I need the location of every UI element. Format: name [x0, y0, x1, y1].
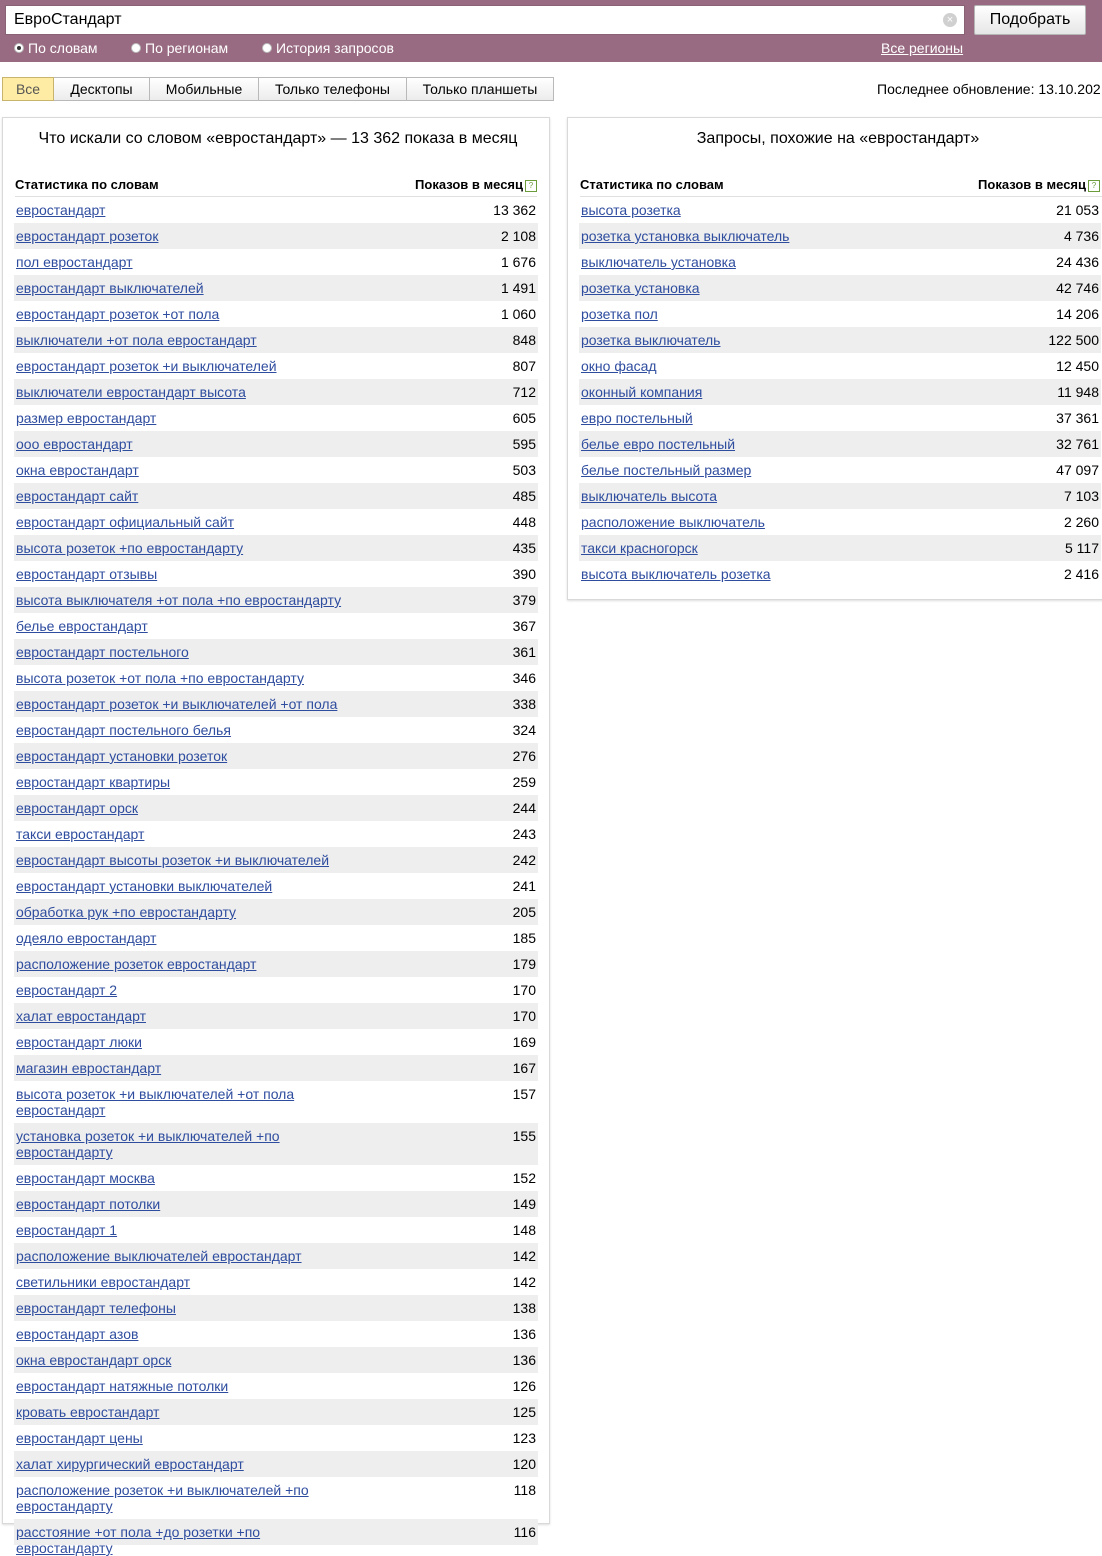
table-row — [14, 1321, 538, 1347]
impressions-count: 42 746 — [1056, 280, 1099, 296]
table-row — [14, 561, 538, 587]
impressions-count: 142 — [512, 1248, 536, 1264]
impressions-count: 125 — [512, 1404, 536, 1420]
keyword-table — [14, 197, 538, 1556]
impressions-count: 12 450 — [1056, 358, 1099, 374]
impressions-count: 2 416 — [1063, 566, 1099, 582]
impressions-count: 118 — [513, 1482, 536, 1498]
keyword-link[interactable]: светильники евростандарт — [16, 1274, 191, 1290]
keyword-link[interactable]: расположение розеток +и выключателей +по евростандарту — [16, 1482, 309, 1514]
table-row — [14, 1451, 538, 1477]
table-row — [14, 1029, 538, 1055]
impressions-count: 324 — [512, 722, 536, 738]
impressions-count: 346 — [512, 670, 536, 686]
keyword-link[interactable]: расстояние +от пола +до розетки +по евростандарту — [16, 1524, 261, 1556]
keyword-link[interactable]: выключатели евростандарт высота — [16, 384, 246, 400]
keyword-link[interactable]: розетка установка выключатель — [581, 228, 790, 244]
impressions-count: 205 — [512, 904, 536, 920]
keyword-link[interactable]: халат евростандарт — [16, 1008, 146, 1024]
keyword-link[interactable]: евро постельный — [581, 410, 693, 426]
keyword-link[interactable]: ооо евростандарт — [16, 436, 133, 452]
impressions-count: 1 060 — [500, 306, 536, 322]
impressions-count: 126 — [512, 1378, 536, 1394]
impressions-count: 361 — [512, 644, 536, 660]
keyword-link[interactable]: розетка установка — [581, 280, 700, 296]
keyword-link[interactable]: евростандарт азов — [16, 1326, 139, 1342]
impressions-count: 379 — [512, 592, 536, 608]
similar-queries-panel — [567, 117, 1102, 600]
table-row — [14, 223, 538, 249]
table-row — [14, 431, 538, 457]
keyword-link[interactable]: евростандарт 1 — [16, 1222, 118, 1238]
table-row — [14, 821, 538, 847]
impressions-count: 170 — [512, 982, 536, 998]
table-row — [579, 483, 1101, 509]
table-row — [579, 509, 1101, 535]
col-header-count-label: Показов в месяц — [415, 177, 523, 192]
submit-button[interactable]: Подобрать — [974, 5, 1086, 35]
radio-icon[interactable] — [262, 43, 272, 53]
table-row — [14, 197, 538, 223]
keyword-link[interactable]: выключатель установка — [581, 254, 736, 270]
keyword-link[interactable]: выключатель высота — [581, 488, 718, 504]
impressions-count: 122 500 — [1048, 332, 1099, 348]
mode-by-regions[interactable] — [131, 40, 228, 56]
keyword-link[interactable]: евростандарт постельного белья — [16, 722, 231, 738]
table-row — [14, 743, 538, 769]
impressions-count: 595 — [512, 436, 536, 452]
impressions-count: 148 — [512, 1222, 536, 1238]
table-row — [14, 1081, 538, 1123]
table-row — [14, 717, 538, 743]
table-row — [14, 379, 538, 405]
table-row — [14, 665, 538, 691]
table-row — [14, 1477, 538, 1519]
impressions-count: 241 — [512, 878, 536, 894]
keyword-link[interactable]: установка розеток +и выключателей +по евростандарту — [16, 1128, 280, 1160]
keyword-stats-panel — [2, 117, 550, 1556]
keyword-link[interactable]: евростандарт отзывы — [16, 566, 158, 582]
table-row — [14, 405, 538, 431]
impressions-count: 4 736 — [1063, 228, 1099, 244]
table-row — [14, 639, 538, 665]
keyword-link[interactable]: евростандарт розеток +и выключателей — [16, 358, 277, 374]
impressions-count: 138 — [512, 1300, 536, 1316]
impressions-count: 243 — [512, 826, 536, 842]
impressions-count: 435 — [512, 540, 536, 556]
table-row — [14, 873, 538, 899]
table-row — [14, 1123, 538, 1165]
keyword-link[interactable]: окна евростандарт — [16, 462, 139, 478]
col-header-count-label: Показов в месяц — [978, 177, 1086, 192]
keyword-link[interactable]: такси красногорск — [581, 540, 698, 556]
table-row — [14, 1165, 538, 1191]
impressions-count: 123 — [512, 1430, 536, 1446]
table-row — [14, 1519, 538, 1556]
impressions-count: 276 — [512, 748, 536, 764]
impressions-count: 1 491 — [500, 280, 536, 296]
table-row — [579, 379, 1101, 405]
table-row — [14, 535, 538, 561]
impressions-count: 712 — [512, 384, 536, 400]
radio-icon[interactable] — [131, 43, 141, 53]
table-row — [579, 249, 1101, 275]
table-row — [14, 483, 538, 509]
impressions-count: 37 361 — [1056, 410, 1099, 426]
impressions-count: 807 — [512, 358, 536, 374]
clear-icon[interactable]: × — [943, 13, 957, 27]
impressions-count: 448 — [512, 514, 536, 530]
table-row — [579, 197, 1101, 223]
keyword-link[interactable]: пол евростандарт — [16, 254, 133, 270]
table-row — [14, 1425, 538, 1451]
keyword-link[interactable]: такси евростандарт — [16, 826, 145, 842]
table-row — [579, 327, 1101, 353]
table-row — [14, 249, 538, 275]
mode-by-words[interactable] — [14, 40, 98, 56]
table-row — [14, 327, 538, 353]
table-row — [14, 951, 538, 977]
all-regions-link[interactable]: Все регионы — [881, 40, 964, 56]
keyword-link[interactable]: окно фасад — [581, 358, 657, 374]
panel-title: Запросы, похожие на «евростандарт» — [696, 130, 980, 147]
mode-history[interactable] — [262, 40, 394, 56]
table-row — [14, 977, 538, 1003]
table-row — [14, 509, 538, 535]
keyword-link[interactable]: размер евростандарт — [16, 410, 157, 426]
keyword-link[interactable]: расположение выключателей евростандарт — [16, 1248, 302, 1264]
mode-by-regions-label: По регионам — [145, 40, 229, 56]
table-row — [579, 353, 1101, 379]
table-row — [14, 899, 538, 925]
similar-table — [579, 197, 1101, 587]
keyword-link[interactable]: евростандарт сайт — [16, 488, 139, 504]
keyword-link[interactable]: евростандарт установки розеток — [16, 748, 228, 764]
impressions-count: 605 — [512, 410, 536, 426]
keyword-link[interactable]: высота выключатель розетка — [581, 566, 771, 582]
table-row — [14, 1269, 538, 1295]
keyword-link[interactable]: евростандарт 2 — [16, 982, 118, 998]
impressions-count: 11 948 — [1057, 384, 1099, 400]
tab-phones-only[interactable]: Только телефоны — [259, 77, 407, 101]
tab-all[interactable]: Все — [2, 77, 54, 101]
impressions-count: 367 — [512, 618, 536, 634]
table-row — [14, 1399, 538, 1425]
col-header-words: Статистика по словам — [15, 177, 159, 192]
col-header-count — [978, 177, 1100, 192]
table-row — [579, 457, 1101, 483]
keyword-link[interactable]: кровать евростандарт — [16, 1404, 160, 1420]
col-header-count — [415, 177, 537, 192]
table-row — [579, 405, 1101, 431]
table-row — [14, 587, 538, 613]
table-row — [579, 301, 1101, 327]
impressions-count: 338 — [512, 696, 536, 712]
keyword-link[interactable]: белье постельный размер — [581, 462, 752, 478]
impressions-count: 116 — [513, 1524, 536, 1540]
impressions-count: 152 — [512, 1170, 536, 1186]
keyword-link[interactable]: евростандарт — [16, 202, 106, 218]
impressions-count: 485 — [512, 488, 536, 504]
table-row — [14, 613, 538, 639]
impressions-count: 149 — [512, 1196, 536, 1212]
keyword-link[interactable]: магазин евростандарт — [16, 1060, 162, 1076]
impressions-count: 242 — [512, 852, 536, 868]
table-row — [14, 275, 538, 301]
impressions-count: 47 097 — [1056, 462, 1099, 478]
table-row — [14, 353, 538, 379]
table-row — [14, 1003, 538, 1029]
mode-by-words-label: По словам — [28, 40, 98, 56]
table-row — [579, 535, 1101, 561]
impressions-count: 167 — [512, 1060, 536, 1076]
impressions-count: 169 — [512, 1034, 536, 1050]
tab-mobile[interactable]: Мобильные — [150, 77, 259, 101]
impressions-count: 32 761 — [1056, 436, 1099, 452]
impressions-count: 170 — [512, 1008, 536, 1024]
device-tabs — [2, 77, 554, 101]
keyword-link[interactable]: евростандарт орск — [16, 800, 139, 816]
impressions-count: 1 676 — [500, 254, 536, 270]
table-row — [14, 1055, 538, 1081]
tab-tablets-only[interactable]: Только планшеты — [407, 77, 554, 101]
impressions-count: 2 260 — [1063, 514, 1099, 530]
keyword-link[interactable]: евростандарт постельного — [16, 644, 189, 660]
keyword-link[interactable]: евростандарт потолки — [16, 1196, 161, 1212]
impressions-count: 24 436 — [1056, 254, 1099, 270]
search-bar — [0, 0, 1102, 62]
keyword-link[interactable]: евростандарт квартиры — [16, 774, 171, 790]
keyword-link[interactable]: евростандарт цены — [16, 1430, 143, 1446]
table-row — [14, 1347, 538, 1373]
keyword-link[interactable]: евростандарт высоты розеток +и выключателей — [16, 852, 330, 868]
keyword-link[interactable]: оконный компания — [581, 384, 703, 400]
table-row — [14, 795, 538, 821]
table-row — [14, 1295, 538, 1321]
impressions-count: 179 — [512, 956, 536, 972]
table-row — [579, 275, 1101, 301]
keyword-link[interactable]: евростандарт установки выключателей — [16, 878, 273, 894]
impressions-count: 21 053 — [1056, 202, 1099, 218]
keyword-link[interactable]: розетка пол — [581, 306, 658, 322]
keyword-link[interactable]: евростандарт розеток +от пола — [16, 306, 220, 322]
impressions-count: 155 — [512, 1128, 536, 1144]
impressions-count: 185 — [512, 930, 536, 946]
keyword-link[interactable]: одеяло евростандарт — [16, 930, 157, 946]
keyword-link[interactable]: розетка выключатель — [581, 332, 721, 348]
table-row — [14, 1373, 538, 1399]
keyword-link[interactable]: высота розетка — [581, 202, 681, 218]
keyword-link[interactable]: расположение выключатель — [581, 514, 765, 530]
keyword-link[interactable]: высота розеток +и выключателей +от пола евростандарт — [16, 1086, 295, 1118]
impressions-count: 157 — [512, 1086, 536, 1102]
impressions-count: 7 103 — [1063, 488, 1099, 504]
keyword-link[interactable]: высота выключателя +от пола +по евростандарту — [16, 592, 342, 608]
col-header-words: Статистика по словам — [580, 177, 724, 192]
impressions-count: 390 — [512, 566, 536, 582]
table-row — [14, 1191, 538, 1217]
search-field[interactable] — [5, 5, 965, 35]
tab-desktops[interactable]: Десктопы — [54, 77, 150, 101]
keyword-link[interactable]: высота розеток +от пола +по евростандарту — [16, 670, 304, 686]
impressions-count: 2 108 — [500, 228, 536, 244]
table-row — [14, 1217, 538, 1243]
keyword-link[interactable]: окна евростандарт орск — [16, 1352, 172, 1368]
keyword-link[interactable]: выключатели +от пола евростандарт — [16, 332, 257, 348]
table-row — [14, 301, 538, 327]
keyword-link[interactable]: расположение розеток евростандарт — [16, 956, 257, 972]
table-row — [579, 431, 1101, 457]
mode-history-label: История запросов — [276, 40, 394, 56]
keyword-link[interactable]: евростандарт москва — [16, 1170, 155, 1186]
table-row — [579, 223, 1101, 249]
table-row — [14, 847, 538, 873]
impressions-count: 13 362 — [493, 202, 536, 218]
keyword-link[interactable]: евростандарт натяжные потолки — [16, 1378, 229, 1394]
keyword-link[interactable]: евростандарт телефоны — [16, 1300, 176, 1316]
last-update: Последнее обновление: 13.10.202 — [877, 81, 1101, 97]
impressions-count: 136 — [512, 1326, 536, 1342]
impressions-count: 259 — [512, 774, 536, 790]
table-row — [14, 769, 538, 795]
keyword-link[interactable]: евростандарт розеток — [16, 228, 159, 244]
keyword-link[interactable]: обработка рук +по евростандарту — [16, 904, 237, 920]
keyword-link[interactable]: халат хирургический евростандарт — [16, 1456, 244, 1472]
table-row — [14, 1243, 538, 1269]
table-row — [14, 691, 538, 717]
table-row — [579, 561, 1101, 587]
impressions-count: 848 — [512, 332, 536, 348]
search-input[interactable] — [14, 6, 934, 34]
help-icon[interactable]: ? — [1088, 180, 1100, 192]
keyword-link[interactable]: белье евро постельный — [581, 436, 736, 452]
radio-selected-icon[interactable] — [14, 43, 24, 53]
impressions-count: 120 — [512, 1456, 536, 1472]
impressions-count: 503 — [512, 462, 536, 478]
keyword-link[interactable]: белье евростандарт — [16, 618, 148, 634]
panel-title: Что искали со словом «евростандарт» — 13 362 показа в месяц — [38, 130, 518, 147]
impressions-count: 136 — [512, 1352, 536, 1368]
help-icon[interactable]: ? — [525, 180, 537, 192]
keyword-link[interactable]: евростандарт розеток +и выключателей +от пола — [16, 696, 338, 712]
table-row — [14, 457, 538, 483]
keyword-link[interactable]: евростандарт официальный сайт — [16, 514, 235, 530]
impressions-count: 244 — [512, 800, 536, 816]
impressions-count: 14 206 — [1056, 306, 1099, 322]
keyword-link[interactable]: высота розеток +по евростандарту — [16, 540, 244, 556]
keyword-link[interactable]: евростандарт выключателей — [16, 280, 204, 296]
impressions-count: 142 — [512, 1274, 536, 1290]
table-row — [14, 925, 538, 951]
impressions-count: 5 117 — [1065, 540, 1099, 556]
keyword-link[interactable]: евростандарт люки — [16, 1034, 142, 1050]
